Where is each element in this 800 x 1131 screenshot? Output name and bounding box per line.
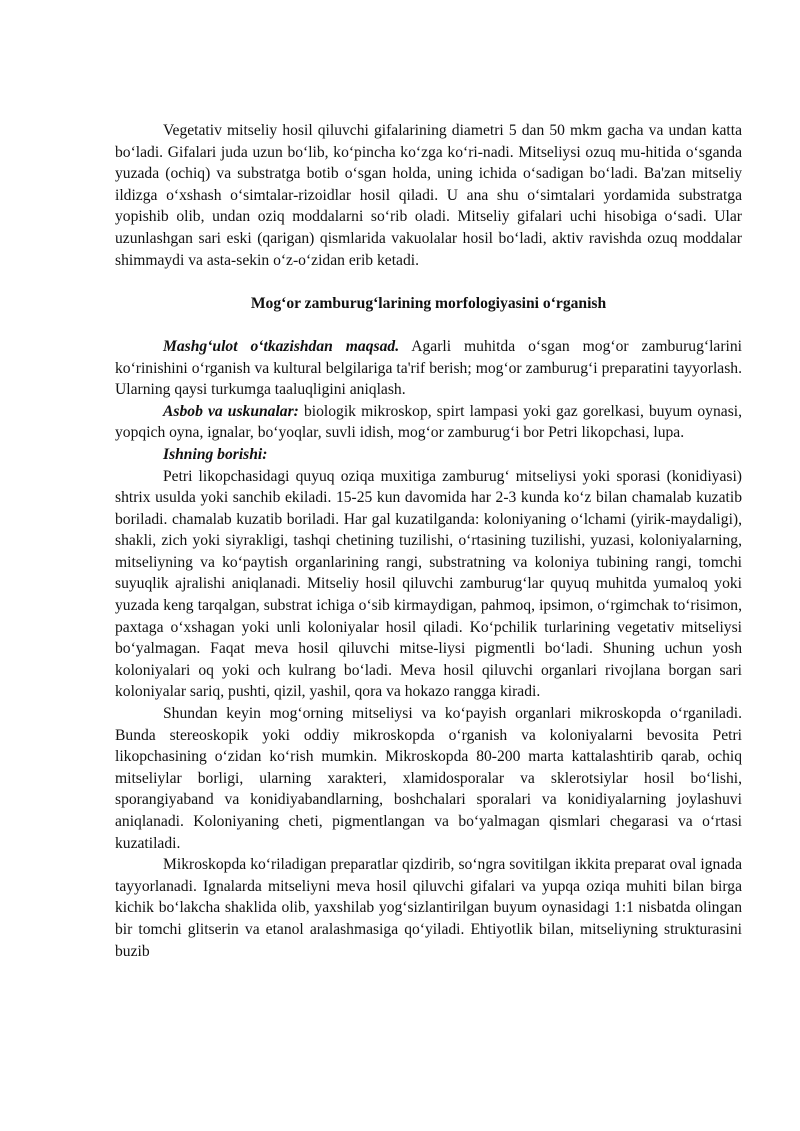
procedure-paragraph-1: Petri likopchasidagi quyuq oziqa muxitiga zamburug‘ mitseliysi yoki sporasi (konidiyasi) shtrix usulda yoki sanchib ekiladi. 15-25 kun davomida har 2-3 kunda ko‘z bilan chamalab kuzatib boriladi. chamalab kuzatib boriladi. Har gal kuzatilganda: koloniyaning o‘lchami (yirik-maydaligi), shakli, zich yoki siyrakligi, tashqi chetining tuzilishi, o‘rtasining tuzilishi, yuzasi, koloniyalarning, mitseliyning va ko‘paytish organlarining rangi, substratning va koloniya tubining rangi, tomchi suyuqlik ajralishi aniqlanadi. Mitseliy hosil qiluvchi zamburug‘lar quyuq muhitda yumaloq yoki yuzada keng tarqalgan, substrat ichiga o‘sib kirmaydigan, pahmoq, ipsimon, o‘rgimchak to‘risimon, paxtaga o‘xshagan yoki unli koloniyalar hosil qiladi. Ko‘pchilik turlarining vegetativ mitseliysi bo‘yalmagan. Faqat meva hosil qiluvchi mitse-liysi pigmentli bo‘ladi. Shuning uchun yosh koloniyalari oq yoki och kulrang bo‘ladi. Meva hosil qiluvchi organlari rivojlana borgan sari koloniyalar sariq, pushti, qizil, yashil, qora va hokazo rangga kiradi. bbox=[115, 467, 742, 701]
spacer bbox=[115, 314, 742, 336]
document-page bbox=[115, 120, 742, 962]
procedure-paragraph-2: Shundan keyin mog‘orning mitseliysi va ko‘payish organlari mikroskopda o‘rganiladi. Bunda stereoskopik yoki oddiy mikroskopda o‘rganish va koloniyalarni bevosita Petri likopchasining o‘zidan ko‘rish mumkin. Mikroskopda 80-200 marta kattalashtirib qarab, ochiq mitseliylar borligi, ularning xarakteri, xlamidosporalar va sklerotsiylar hosil bo‘lishi, sporangiyaband va konidiyabandlarning, boshchalari sporalari va konidiyalarning joylashuvi aniqlanadi. Koloniyaning cheti, pigmentlangan va bo‘yalmagan qismlari chegarasi va o‘rtasi kuzatiladi. bbox=[115, 705, 742, 852]
procedure-paragraph-3: Mikroskopda ko‘riladigan preparatlar qizdirib, so‘ngra sovitilgan ikkita preparat oval ignada tayyorlanadi. Ignalarda mitseliyni meva hosil qiluvchi gifalari va yupqa oziqa muhiti bilan birga kichik bo‘lakcha shaklida olib, yaxshilab yog‘sizlantirilgan buyum oynasidagi 1:1 nisbatda olingan bir tomchi glitserin va etanol aralashmasiga qo‘yiladi. Ehtiyotlik bilan, mitseliyning strukturasini buzib bbox=[115, 856, 742, 960]
aim-label: Mashg‘ulot o‘tkazishdan maqsad. bbox=[163, 337, 400, 355]
tools-label: Asbob va uskunalar: bbox=[163, 402, 299, 420]
aim-text: Agarli muhitda o‘sgan mog‘or zamburug‘larini ko‘rinishini o‘rganish va kultural belgilariga ta'rif berish; mog‘or zamburug‘i preparatini tayyorlash. Ularning qaysi turkumga taaluqligini aniqlash. bbox=[115, 337, 742, 399]
procedure-label: Ishning borishi: bbox=[163, 445, 268, 463]
section-title: Mog‘or zamburug‘larining morfologiyasini o‘rganish bbox=[250, 294, 607, 312]
spacer bbox=[115, 271, 742, 293]
aim-paragraph bbox=[115, 336, 742, 401]
intro-paragraph: Vegetativ mitseliy hosil qiluvchi gifalarining diametri 5 dan 50 mkm gacha va undan katta bo‘ladi. Gifalari juda uzun bo‘lib, ko‘pincha ko‘zga ko‘ri-nadi. Mitseliysi ozuq mu-hitida o‘sganda yuzada (ochiq) va substratga botib o‘sgan holda, uning ichida o‘sadigan bo‘ladi. Ba'zan mitseliy ildizga o‘xshash o‘simtalar-rizoidlar hosil qiladi. U ana shu o‘simtalari yordamida substratga yopishib olib, undan oziq moddalarni so‘rib oladi. Mitseliy gifalari uchi hisobiga o‘sadi. Ular uzunlashgan sari eski (qarigan) qismlarida vakuolalar hosil bo‘ladi, aktiv ravishda ozuq moddalar shimmaydi va asta-sekin o‘z-o‘zidan erib ketadi. bbox=[115, 122, 742, 269]
tools-paragraph bbox=[115, 401, 742, 444]
tools-text: biologik mikroskop, spirt lampasi yoki gaz gorelkasi, buyum oynasi, yopqich oyna, ignalar, bo‘yoqlar, suvli idish, mog‘or zamburug‘i bor Petri likopchasi, lupa. bbox=[115, 402, 743, 442]
